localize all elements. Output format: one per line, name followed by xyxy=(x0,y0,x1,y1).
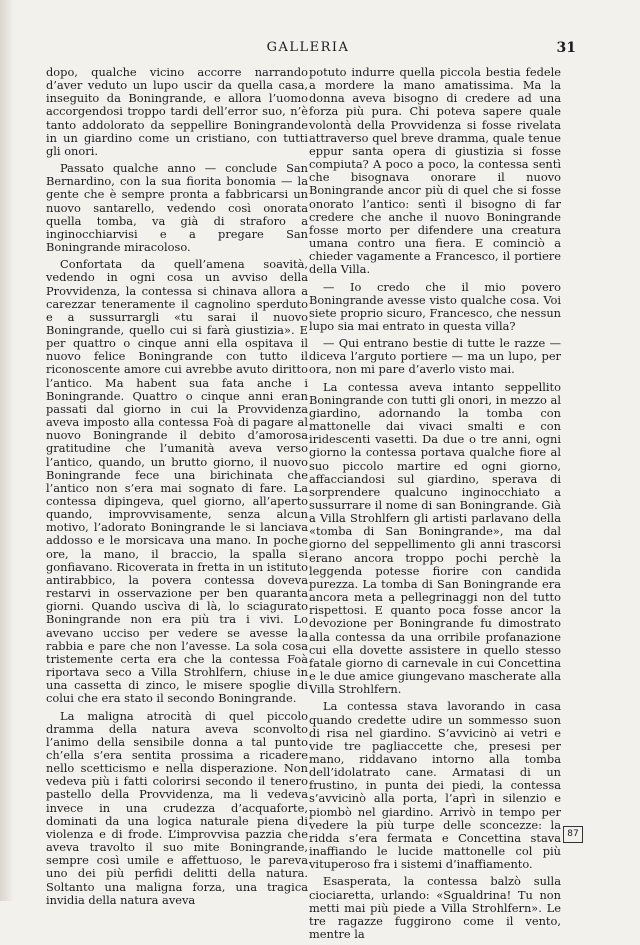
paragraph: La contessa stava lavorando in casa quando credette udire un sommesso suon di risa nel giardino. S’avvicinò ai vetri e vide tre pagliaccette che, presesi per mano, riddavano intorno alla tomba dell’idolatrato cane. Armatasi di un frustino, in punta dei piedi, la contessa s’avvicinò alla porta, l’aprì in silenzio e piombò nel giardino. Arrivò in tempo per vedere la più turpe delle sconcezze: la ridda s’era fermata e Concettina stava inaffiando le lucide mattonelle col più vituperoso fra i sistemi d’inaffiamento. xyxy=(309,699,561,872)
left-column xyxy=(46,66,308,911)
paragraph: dopo, qualche vicino accorre narrando d’aver veduto un lupo uscir da quella casa, inseguito da Boningrande, e allora l’uomo accorgendosi troppo tardi dell’error suo, n’è tanto addolorato da seppellire Boningrande in un giardino come un cristiano, con tutti gli onori. xyxy=(46,65,308,158)
page-number: 31 xyxy=(556,40,576,56)
paragraph: La maligna atrocità di quel piccolo dramma della natura aveva sconvolto l’animo della sensibile donna a tal punto ch’ella s’era sentita prossima a ricadere nello scetticismo e nella disperazione. Non vedeva più i fatti colorirsi secondo il tenero pastello della Provvidenza, ma li vedeva invece in una crudezza d’acquaforte, dominati da una logica naturale piena di violenza e di frode. L’improvvisa pazzia che aveva travolto il suo mite Boningrande, sempre così umile e affettuoso, le pareva uno dei più perfidi delitti della natura. Soltanto una maligna forza, una tragica invidia della natura aveva xyxy=(46,708,308,907)
paragraph: Confortata da quell’amena soavità, vedendo in ogni cosa un avviso della Provvidenza, la contessa si chinava allora a carezzar teneramente il cagnolino sperduto e a sussurrargli «tu sarai il nuovo Boningrande, quello cui si farà giustizia». E per quattro o cinque anni ella ospitava il nuovo felice Boningrande con tutto il riconoscente amore cui avrebbe avuto diritto l’antico. Ma habent sua fata anche i Boningrande. Quattro o cinque anni eran passati dal giorno in cui la Provvidenza aveva imposto alla contessa Foà di pagare al nuovo Boningrande il debito d’amorosa gratitudine che l’umanità aveva verso l’antico, quando, un brutto giorno, il nuovo Boningrande fece una birichinata che l’antico non s’era mai sognato di fare. La contessa dipingeva, quel giorno, all’aperto quando, improvvisamente, senza alcun motivo, l’adorato Boningrande le si lanciava addosso e le morsicava una mano. In poche ore, la mano, il braccio, la spalla si gonfiavano. Ricoverata in fretta in un istituto antirabbico, la povera contessa doveva restarvi in osservazione per ben quaranta giorni. Quando uscìva di là, lo sciagurato Boningrande non era più tra i vivi. Lo avevano ucciso per vedere se avesse la rabbia e pare che non l’avesse. La sola cosa tristemente certa era che la contessa Foà riportava seco a Villa Strohlfern, chiuse in una cassetta di zinco, le misere spoglie di colui che era stato il secondo Boningrande. xyxy=(46,257,308,706)
right-column xyxy=(309,66,561,945)
paragraph: — Io credo che il mio povero Boningrande avesse visto qualche cosa. Voi siete proprio sicuro, Francesco, che nessun lupo sia mai entrato in questa villa? xyxy=(309,279,561,333)
paragraph: La contessa aveva intanto seppellito Boningrande con tutti gli onori, in mezzo al giardino, adornando la tomba con mattonelle dai vivaci smalti e con iridescenti vasetti. Da due o tre anni, ogni giorno la contessa portava qualche fiore al suo piccolo martire ed ogni giorno, affacciandosi sul giardino, sperava di sorprendere qualcuno inginocchiato a sussurrare il nome di san Boningrande. Già a Villa Strohlfern gli artisti parlavano della «tomba di San Boningrande», ma dal giorno del seppellimento gli anni trascorsi erano ancora troppo pochi perchè la leggenda potesse fiorire con candida purezza. La tomba di San Boningrande era ancora meta a pellegrinaggi non del tutto rispettosi. E quanto poca fosse ancor la devozione per Boningrande fu dimostrato alla contessa da una orribile profanazione cui ella dovette assistere in quello stesso fatale giorno di carnevale in cui Concettina e le due amice giungevano mascherate alla Villa Strohlfern. xyxy=(309,379,561,697)
paragraph: potuto indurre quella piccola bestia fedele a mordere la mano amatissima. Ma la donna aveva bisogno di credere ad una forza più pura. Chi poteva sapere quale volontà della Provvidenza si fosse rivelata attraverso quel breve dramma, quale tenue eppur santa opera di giustizia si fosse compiuta? A poco a poco, la contessa sentì che bisognava onorare il nuovo Boningrande ancor più di quel che si fosse onorato l’antico: sentì il bisogno di far credere che anche il nuovo Boningrande fosse morto per difendere una creatura umana contro una fiera. E cominciò a chieder vagamente a Francesco, il portiere della Villa. xyxy=(309,65,561,277)
paragraph: — Qui entrano bestie di tutte le razze — diceva l’arguto portiere — ma un lupo, per ora, non mi pare d’averlo visto mai. xyxy=(309,336,561,377)
paragraph: Esasperata, la contessa balzò sulla ciociaretta, urlando: «Sgualdrina! Tu non metti mai più piede a Villa Strohlfern». Le tre ragazze fuggirono come il vento, mentre la xyxy=(309,874,561,941)
margin-page-box: 87 xyxy=(563,826,583,843)
paragraph: Passato qualche anno — conclude San Bernardino, con la sua fiorita bonomia — la gente che è sempre pronta a fabbricarsi un nuovo santarello, vedendo così onorata quella tomba, va già di straforo a inginocchiarvisi e a pregare San Boningrande miracoloso. xyxy=(46,161,308,255)
binding-shadow xyxy=(0,0,14,901)
running-title: GALLERIA xyxy=(266,40,350,55)
page-header xyxy=(40,40,576,58)
